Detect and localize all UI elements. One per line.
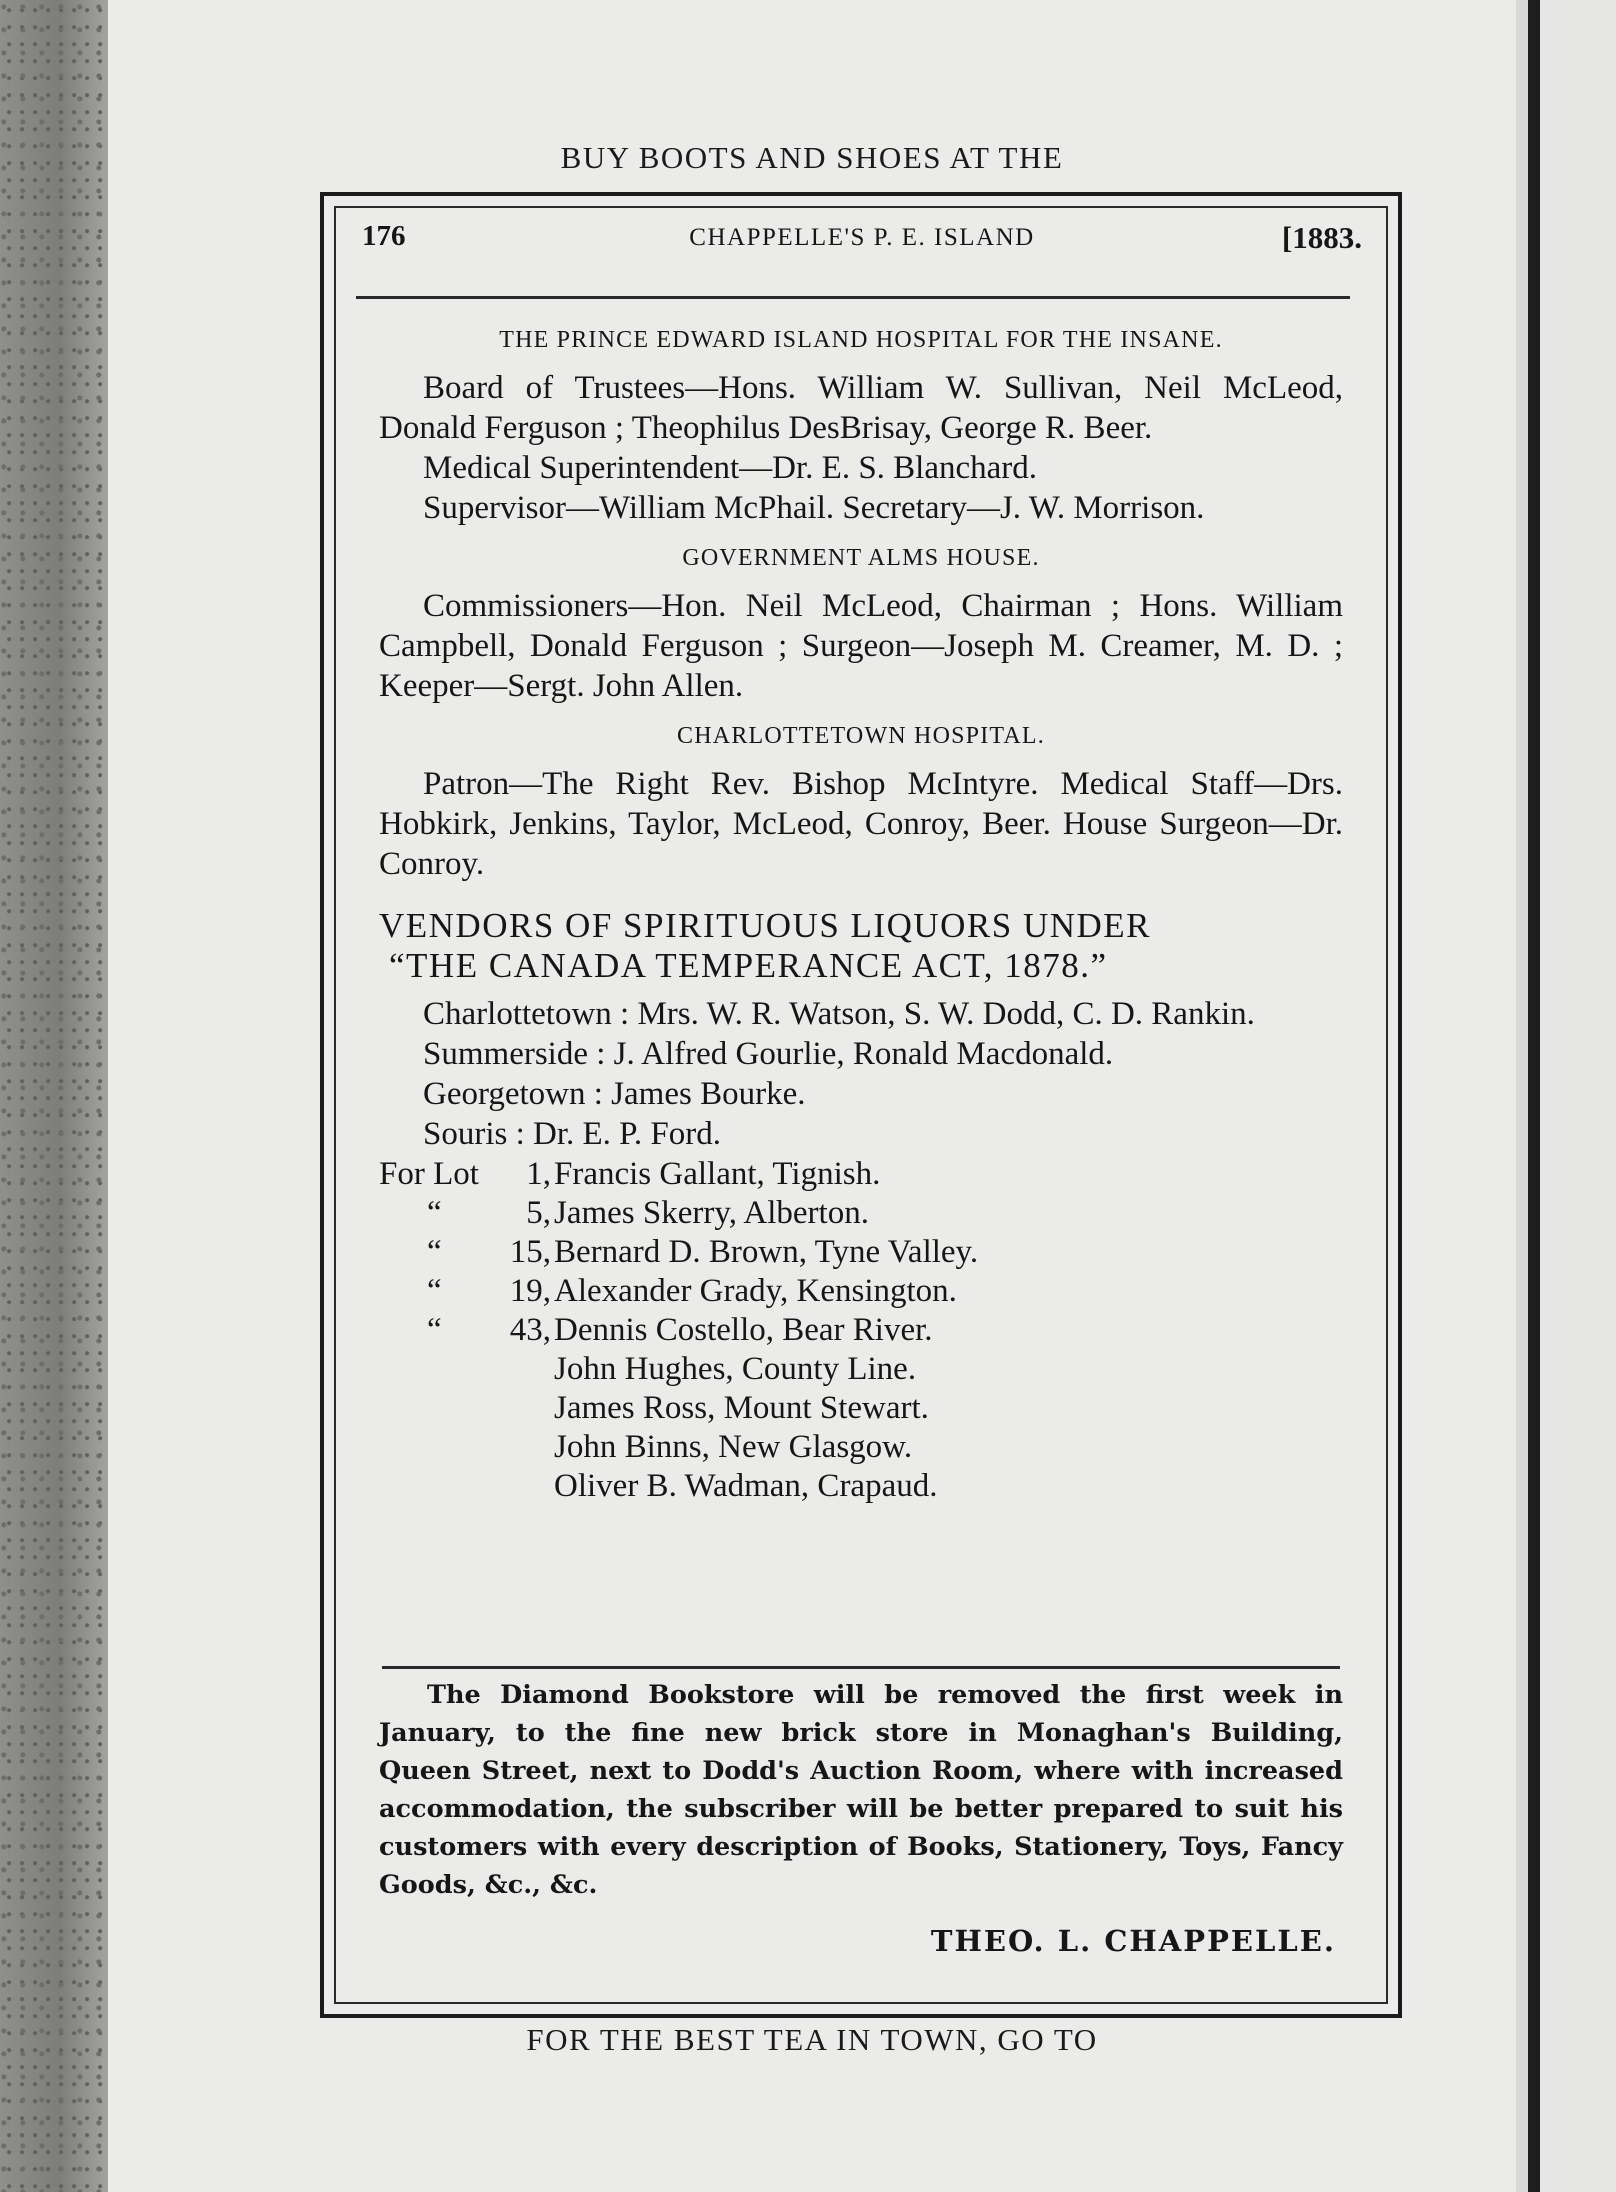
running-head-bottom: FOR THE BEST TEA IN TOWN, GO TO xyxy=(526,2022,1098,2057)
publication-title: CHAPPELLE'S P. E. ISLAND xyxy=(689,224,1035,251)
lot-row xyxy=(379,1310,1343,1349)
lot-vendor: James Skerry, Alberton. xyxy=(554,1195,869,1231)
superintendent-line: Medical Superintendent—Dr. E. S. Blanchard. xyxy=(423,450,1038,486)
bookstore-advertisement xyxy=(379,1676,1343,1904)
vendors-heading-line-2: “THE CANADA TEMPERANCE ACT, 1878.” xyxy=(389,946,1108,985)
lot-number: 19, xyxy=(509,1273,551,1309)
running-head-top: BUY BOOTS AND SHOES AT THE xyxy=(560,140,1064,175)
section-heading-hospital-insane: THE PRINCE EDWARD ISLAND HOSPITAL FOR THE INSANE. xyxy=(499,327,1223,353)
adjacent-page-sheet xyxy=(1540,0,1616,2192)
lot-row xyxy=(379,1154,1343,1193)
adjacent-page-edge xyxy=(1516,0,1616,2192)
publication-year: [1883. xyxy=(1281,220,1362,255)
header-rule xyxy=(356,296,1350,299)
ditto-mark: “ xyxy=(427,1234,442,1270)
lot-row xyxy=(379,1427,1343,1466)
advertisement-signature: THEO. L. CHAPPELLE. xyxy=(930,1924,1336,1958)
lot-vendor: Bernard D. Brown, Tyne Valley. xyxy=(554,1234,979,1270)
vendors-heading xyxy=(379,906,1343,986)
ditto-mark: “ xyxy=(427,1195,442,1231)
ditto-mark: “ xyxy=(427,1312,442,1348)
lot-vendor: Oliver B. Wadman, Crapaud. xyxy=(554,1468,938,1504)
advertisement-text: The Diamond Bookstore will be removed the first week in January, to the fine new brick store in Monaghan's Building, Queen Street, next to Dodd's Auction Room, where with increased accommodation, the subscriber will be better prepared to suit his customers with every description of Books, Stationery, Toys, Fancy Goods, &c., &c. xyxy=(379,1680,1343,1900)
vendors-heading-line-1: VENDORS OF SPIRITUOUS LIQUORS UNDER xyxy=(379,906,1152,945)
lot-vendor: John Binns, New Glasgow. xyxy=(554,1429,913,1465)
advertisement-rule xyxy=(382,1666,1340,1669)
ditto-mark: “ xyxy=(427,1273,442,1309)
vendors-souris: Souris : Dr. E. P. Ford. xyxy=(423,1116,721,1152)
lot-vendor: Dennis Costello, Bear River. xyxy=(554,1312,933,1348)
lot-vendor: John Hughes, County Line. xyxy=(554,1351,917,1387)
book-spine-shadow xyxy=(0,0,108,2192)
section-heading-alms-house: GOVERNMENT ALMS HOUSE. xyxy=(682,545,1040,571)
supervisor-line: Supervisor—William McPhail. Secretary—J. W. Morrison. xyxy=(423,490,1205,526)
page-body xyxy=(379,320,1343,1505)
page-frame xyxy=(320,192,1402,2018)
section-heading-charlottetown-hospital: CHARLOTTETOWN HOSPITAL. xyxy=(677,723,1045,749)
lot-row xyxy=(379,1466,1343,1505)
lot-number: 5, xyxy=(526,1195,551,1231)
lot-row xyxy=(379,1388,1343,1427)
lot-row xyxy=(379,1232,1343,1271)
vendors-georgetown: Georgetown : James Bourke. xyxy=(423,1076,806,1112)
lot-vendor: Alexander Grady, Kensington. xyxy=(554,1273,957,1309)
lot-number: 43, xyxy=(509,1312,551,1348)
trustees-paragraph: Board of Trustees—Hons. William W. Sullivan, Neil McLeod, Donald Ferguson ; Theophilus DesBrisay, George R. Beer. xyxy=(379,370,1343,446)
lot-vendor: Francis Gallant, Tignish. xyxy=(554,1156,881,1192)
charlottetown-hospital-paragraph: Patron—The Right Rev. Bishop McIntyre. Medical Staff—Drs. Hobkirk, Jenkins, Taylor, McLeod, Conroy, Beer. House Surgeon—Dr. Conroy. xyxy=(379,766,1343,882)
lot-row xyxy=(379,1193,1343,1232)
alms-house-paragraph: Commissioners—Hon. Neil McLeod, Chairman ; Hons. William Campbell, Donald Ferguson ; Surgeon—Joseph M. Creamer, M. D. ; Keeper—Sergt. John Allen. xyxy=(379,588,1343,704)
lot-list xyxy=(379,1154,1343,1505)
page-number: 176 xyxy=(362,220,406,252)
lot-number: 15, xyxy=(509,1234,551,1270)
vendors-summerside: Summerside : J. Alfred Gourlie, Ronald Macdonald. xyxy=(423,1036,1114,1072)
adjacent-page-frame-line xyxy=(1528,0,1540,2192)
lot-vendor: James Ross, Mount Stewart. xyxy=(554,1390,929,1426)
vendors-charlottetown: Charlottetown : Mrs. W. R. Watson, S. W. Dodd, C. D. Rankin. xyxy=(423,996,1255,1032)
lot-number: 1, xyxy=(526,1156,551,1192)
lot-lead: For Lot xyxy=(379,1156,479,1192)
lot-row xyxy=(379,1271,1343,1310)
lot-row xyxy=(379,1349,1343,1388)
page-header xyxy=(362,222,1362,264)
